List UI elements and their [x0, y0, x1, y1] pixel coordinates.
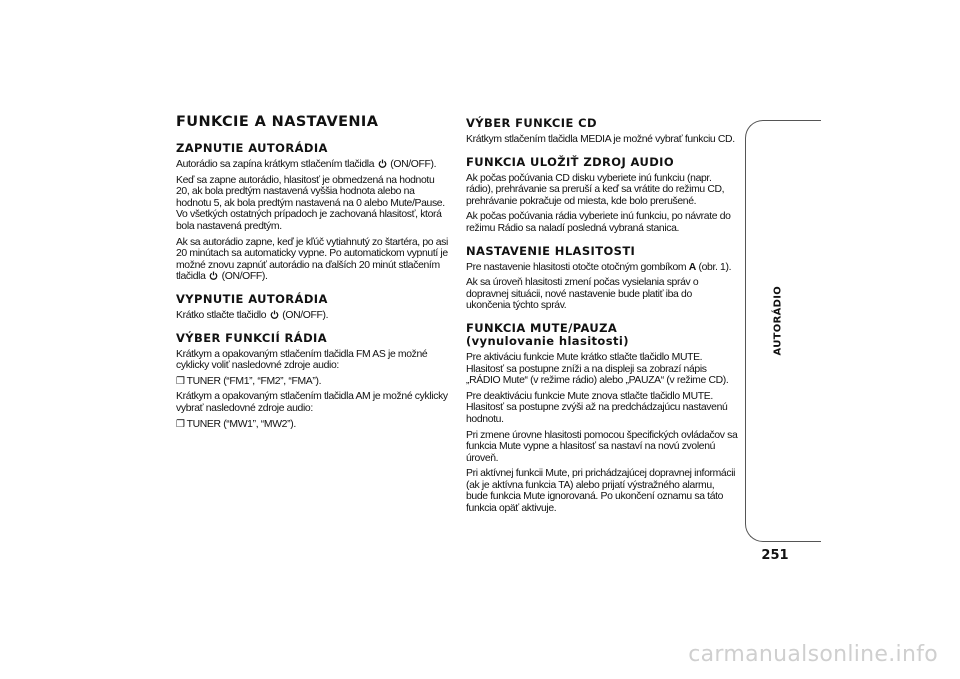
- left-column: [176, 112, 448, 434]
- paragraph: Ak počas počúvania rádia vyberiete inú funkciu, po návrate do režimu Rádio sa naladí posledná vybraná stanica.: [466, 211, 731, 234]
- section-heading-volume: NASTAVENIE HLASITOSTI: [466, 243, 636, 258]
- section-heading-mute: FUNKCIA MUTE/PAUZA (vynulovanie hlasitosti): [466, 320, 629, 348]
- page-title: FUNKCIE A NASTAVENIA: [176, 114, 379, 130]
- power-icon: [378, 159, 387, 168]
- section-heading-save-source: FUNKCIA ULOŽIŤ ZDROJ AUDIO: [466, 154, 675, 169]
- section-heading-radio-functions: VÝBER FUNKCIÍ RÁDIA: [176, 330, 328, 345]
- paragraph: Krátkym stlačením tlačidla MEDIA je možné vybrať funkciu CD.: [466, 134, 735, 145]
- list-item: ❒ TUNER (“FM1”, “FM2”, “FMA”).: [176, 375, 322, 387]
- paragraph: Pre aktiváciu funkcie Mute krátko stlačte tlačidlo MUTE. Hlasitosť sa postupne zníži a na displeji sa zobrazí nápis „RÁDIO Mute“ (v režime rádio) alebo „PAUZA“ (v režime CD).: [466, 351, 729, 387]
- chapter-tab-label: AUTORÁDIO: [772, 285, 784, 356]
- right-column: [466, 112, 738, 519]
- paragraph: Krátkym a opakovaným stlačením tlačidla AM je možné cyklicky vybrať nasledovné zdroje audio:: [176, 391, 448, 414]
- bullet-box-icon: ❒: [176, 375, 185, 387]
- section-heading-cd: VÝBER FUNKCIE CD: [466, 116, 597, 130]
- page-number: 251: [761, 548, 789, 563]
- paragraph: Pri aktívnej funkcii Mute, pri prichádzajúcej dopravnej informácii (ak je aktívna funkcia TA) alebo prijatí výstražného alarmu, bude funkcia Mute ignorovaná. Po ukončení oznamu sa táto funkcia opäť aktivuje.: [466, 468, 736, 515]
- paragraph: Krátko stlačte tlačidlo (ON/OFF).: [176, 309, 329, 321]
- section-heading-power-off: VYPNUTIE AUTORÁDIA: [176, 291, 328, 306]
- paragraph: Pre deaktiváciu funkcie Mute znova stlačte tlačidlo MUTE. Hlasitosť sa postupne zvýši až na predchádzajúcu nastavenú hodnotu.: [466, 390, 728, 425]
- section-heading-power-on: ZAPNUTIE AUTORÁDIA: [176, 141, 328, 155]
- paragraph: Ak sa úroveň hlasitosti zmení počas vysielania správ o dopravnej situácii, nové nastavenie bude platiť iba do ukončenia týchto správ.: [466, 277, 699, 312]
- power-icon: [270, 310, 279, 319]
- paragraph: Krátkym a opakovaným stlačením tlačidla FM AS je možné cyklicky voliť nasledovné zdroje audio:: [176, 348, 428, 372]
- paragraph: Ak počas počúvania CD disku vyberiete inú funkciu (napr. rádio), prehrávanie sa preruší a keď sa vrátite do režimu CD, prehrávanie pokračuje od miesta, kde bolo prerušené.: [466, 172, 725, 207]
- paragraph: Pre nastavenie hlasitosti otočte otočným gombíkom A (obr. 1).: [466, 261, 732, 273]
- list-item: ❒ TUNER (“MW1”, “MW2”).: [176, 418, 296, 430]
- paragraph: Pri zmene úrovne hlasitosti pomocou špecifických ovládačov sa funkcia Mute vypne a hlasitosť sa nastaví na novú zvolenú úroveň.: [466, 429, 738, 464]
- power-icon: [209, 271, 218, 280]
- watermark: carmanualsonline.info: [688, 642, 938, 667]
- paragraph: Keď sa zapne autorádio, hlasitosť je obmedzená na hodnotu 20, ak bola predtým nastavená vyššia hodnota alebo na hodnotu 5, ak bola predtým nastavená na 0 alebo Mute/Pause. Vo všetkých ostatných prípadoch je zachovaná hlasitosť, ktorá bola nastavená predtým.: [176, 174, 445, 232]
- bullet-box-icon: ❒: [176, 418, 185, 430]
- paragraph: Ak sa autorádio zapne, keď je kľúč vytiahnutý zo štartéra, po asi 20 minútach sa automaticky vypne. Po automatickom vypnutí je možné znovu zapnúť autorádio na ďalších 20 minút stlačením tlačidla (ON/OFF).: [176, 236, 448, 283]
- paragraph: Autorádio sa zapína krátkym stlačením tlačidla (ON/OFF).: [176, 159, 437, 170]
